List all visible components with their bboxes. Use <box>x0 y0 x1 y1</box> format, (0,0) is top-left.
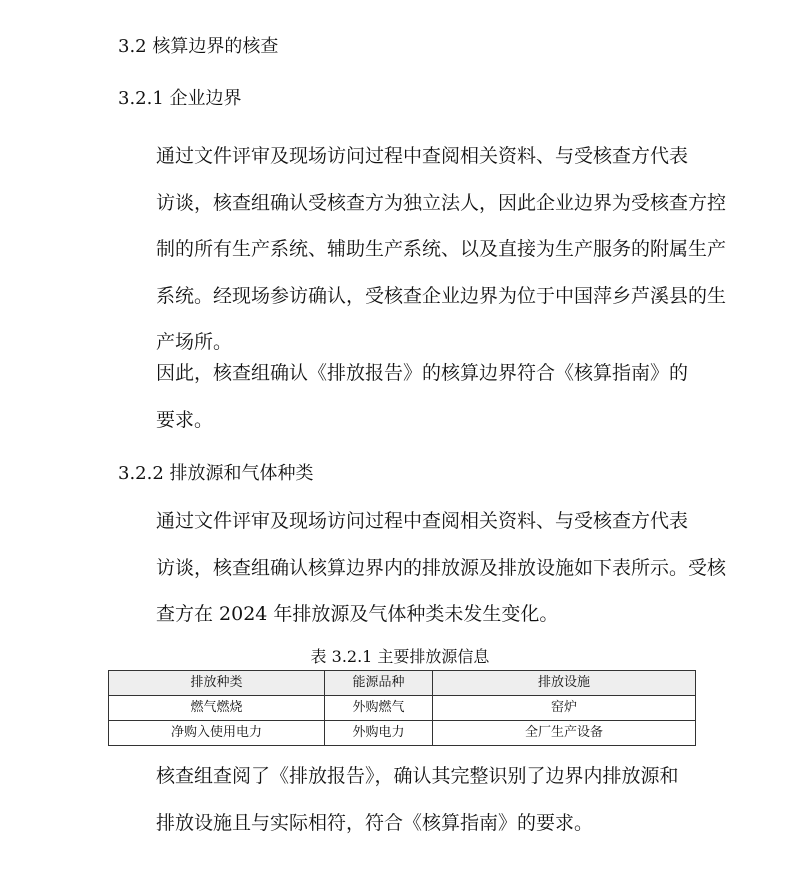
emission-sources-table <box>108 670 696 746</box>
text-line: 通过文件评审及现场访问过程中查阅相关资料、与受核查方代表 <box>156 145 689 167</box>
text-line: 制的所有生产系统、辅助生产系统、以及直接为生产服务的附属生产 <box>156 238 727 260</box>
table-row <box>109 696 696 721</box>
table-cell: 外购燃气 <box>325 696 433 721</box>
text-line: 产场所。 <box>156 331 233 353</box>
section-heading-3-2: 3.2 核算边界的核查 <box>118 36 279 57</box>
table-cell: 全厂生产设备 <box>433 721 696 746</box>
text-line: 要求。 <box>156 408 214 431</box>
text-line: 因此，核查组确认《排放报告》的核算边界符合《核算指南》的 <box>156 362 689 384</box>
text-line: 排放设施且与实际相符，符合《核算指南》的要求。 <box>156 811 594 834</box>
column-header: 排放种类 <box>109 671 325 696</box>
subsection-heading-3-2-2: 3.2.2 排放源和气体种类 <box>118 463 314 484</box>
table-caption: 表 3.2.1 主要排放源信息 <box>310 647 490 666</box>
table-cell: 燃气燃烧 <box>109 696 325 721</box>
table-header-row <box>109 671 696 696</box>
table-row <box>109 721 696 746</box>
column-header: 排放设施 <box>433 671 696 696</box>
emission-sources-paragraph <box>118 498 727 638</box>
enterprise-boundary-paragraph <box>118 133 727 366</box>
text-line: 访谈，核查组确认受核查方为独立法人，因此企业边界为受核查方控 <box>156 191 727 214</box>
table-cell: 外购电力 <box>325 721 433 746</box>
text-line: 核查组查阅了《排放报告》，确认其完整识别了边界内排放源和 <box>156 765 679 787</box>
text-line: 系统。经现场参访确认，受核查企业边界为位于中国萍乡芦溪县的生 <box>156 284 727 307</box>
text-line: 查方在 2024 年排放源及气体种类未发生变化。 <box>156 603 559 625</box>
table-cell: 净购入使用电力 <box>109 721 325 746</box>
table-cell: 窑炉 <box>433 696 696 721</box>
column-header: 能源品种 <box>325 671 433 696</box>
boundary-conclusion-paragraph <box>118 350 690 443</box>
verification-conclusion-paragraph <box>118 753 690 846</box>
text-line: 通过文件评审及现场访问过程中查阅相关资料、与受核查方代表 <box>156 510 689 532</box>
subsection-heading-3-2-1: 3.2.1 企业边界 <box>118 88 242 109</box>
text-line: 访谈，核查组确认核算边界内的排放源及排放设施如下表所示。受核 <box>156 556 727 579</box>
